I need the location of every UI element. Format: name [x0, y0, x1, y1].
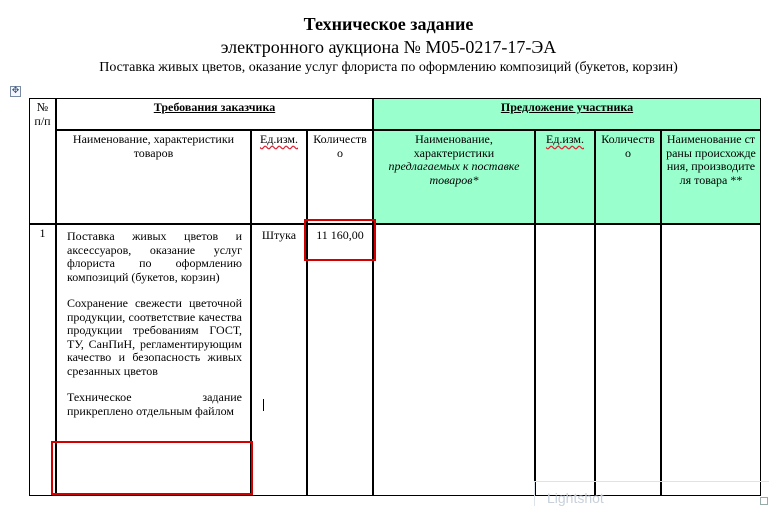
participant-unit-col-header [535, 130, 595, 224]
customer-name-col-header [56, 130, 251, 224]
row-1-number [29, 224, 56, 496]
row-1-number-text: 1 [39, 226, 46, 240]
participant-offer-label: Предложение участника [500, 100, 634, 114]
customer-requirements-header [56, 98, 373, 130]
document-title: Техническое задание [303, 14, 474, 34]
participant-name-col-label-2: предлагаемых к поставке товаров* [388, 159, 520, 187]
lightshot-watermark [534, 481, 769, 506]
lightshot-watermark-text: Lightshot [547, 490, 604, 506]
row-1-offer-country-input[interactable] [661, 224, 761, 496]
row-1-quantity [307, 224, 373, 496]
row-1-unit [251, 224, 307, 496]
row-1-description[interactable] [56, 224, 251, 496]
customer-unit-col-header [251, 130, 307, 224]
row-1-offer-qty-input[interactable] [595, 224, 661, 496]
table-move-handle-icon[interactable]: ✥ [11, 86, 20, 96]
row-1-description-p2: Сохранение свежести цветочной продукции, соответствие качества продукции требованиям ГОСТ, ТУ, СанПиН, регламентирующим качество и безопасность живых срезанных цветов [67, 296, 242, 378]
participant-country-col-header [661, 130, 761, 224]
row-1-description-p3: Техническое задание прикреплено отдельным файлом [67, 390, 242, 418]
procurement-subject: Поставка живых цветов, оказание услуг флориста по оформлению композиций (букетов, корзин) [99, 60, 678, 75]
resize-handle-icon[interactable] [760, 497, 768, 505]
participant-qty-col-header [595, 130, 661, 224]
customer-unit-col-label: Ед.изм. [259, 132, 299, 146]
text-cursor [263, 399, 264, 411]
row-1-unit-text: Штука [261, 228, 297, 242]
customer-name-col-label: Наименование, характеристики товаров [72, 132, 235, 160]
customer-requirements-label: Требования заказчика [153, 100, 276, 114]
row-1-description-p1: Поставка живых цветов и аксессуаров, оказание услуг флориста по оформлению композиций (букетов, корзин) [67, 229, 242, 284]
participant-name-col-header [373, 130, 535, 224]
col-number-header [29, 98, 56, 224]
participant-name-col-label-1: Наименование, характеристики [413, 132, 495, 160]
auction-number: электронного аукциона № М05-0217-17-ЭА [220, 37, 557, 57]
row-1-quantity-text: 11 160,00 [316, 228, 364, 242]
col-number-label: № п/п [34, 100, 51, 128]
participant-country-col-label: Наименование страны происхождения, производителя товара ** [666, 132, 756, 187]
row-1-offer-name-input[interactable] [373, 224, 535, 496]
participant-unit-col-label: Ед.изм. [545, 132, 585, 146]
customer-qty-col-header [307, 130, 373, 224]
row-1-offer-unit-input[interactable] [535, 224, 595, 496]
participant-offer-header [373, 98, 761, 130]
participant-qty-col-label: Количество [601, 132, 655, 160]
customer-qty-col-label: Количество [313, 132, 367, 160]
